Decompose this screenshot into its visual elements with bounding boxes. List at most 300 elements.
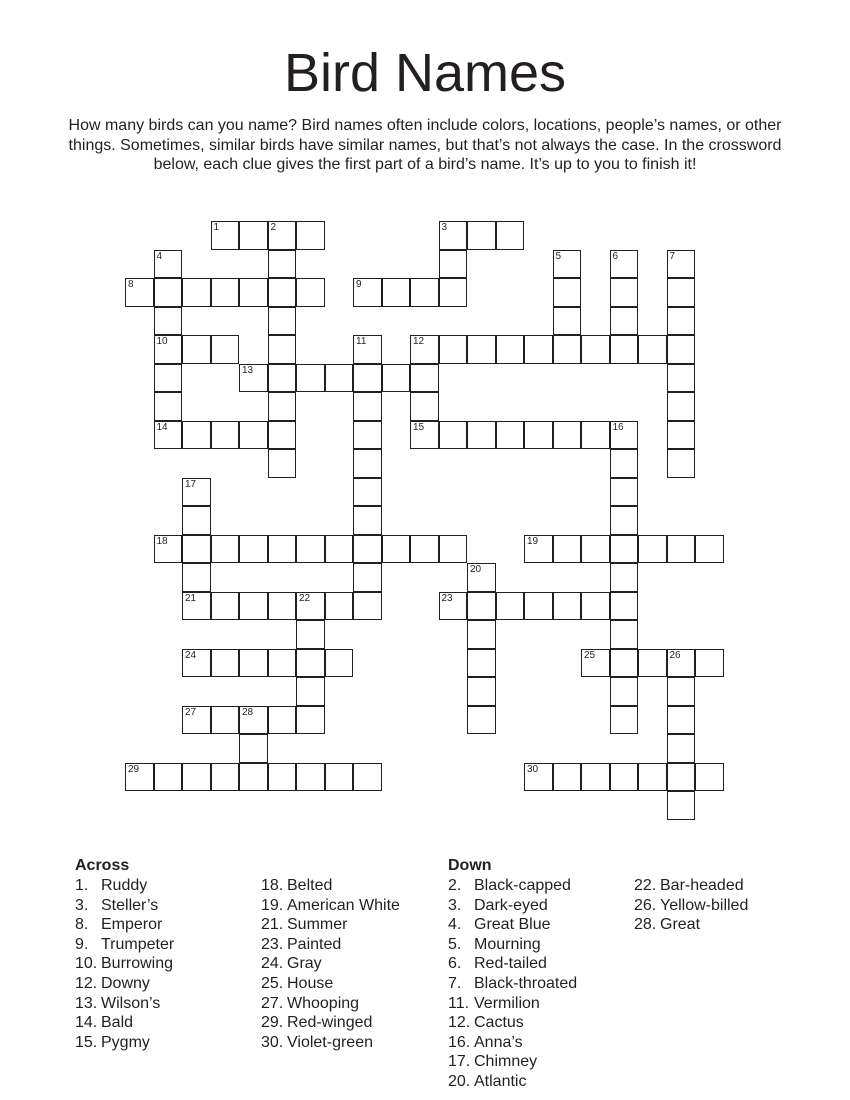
across-clues	[75, 856, 435, 1051]
grid-cell[interactable]	[467, 677, 496, 706]
clue-item-number: 9.	[75, 935, 89, 953]
grid-cell[interactable]	[496, 592, 525, 621]
clue-item	[261, 954, 322, 974]
clue-item	[261, 935, 341, 955]
grid-cell[interactable]	[382, 535, 411, 564]
grid-cell[interactable]	[439, 250, 468, 279]
clue-item	[634, 915, 700, 935]
clue-number: 4	[156, 250, 163, 262]
clue-item-text: Burrowing	[101, 955, 174, 973]
clue-item-number: 26.	[634, 896, 657, 914]
clue-item-number: 18.	[261, 877, 284, 894]
grid-cell[interactable]	[325, 592, 354, 621]
intro-paragraph: How many birds can you name? Bird names often include colors, locations, people’s names, or other things. Sometimes, similar birds have similar names, but that’s not always the case. In the crossword below, each clue gives the first part of a bird’s name. It’s up to you to finish it!	[68, 117, 782, 173]
clue-number: 27	[185, 706, 197, 718]
grid-cell[interactable]	[581, 335, 610, 364]
grid-cell[interactable]	[553, 278, 582, 307]
grid-cell[interactable]	[439, 335, 468, 364]
grid-cell[interactable]	[410, 278, 439, 307]
grid-cell[interactable]	[239, 592, 268, 621]
grid-cell[interactable]	[553, 763, 582, 792]
clue-number: 26	[669, 649, 681, 661]
grid-cell[interactable]	[467, 421, 496, 450]
grid-cell[interactable]	[524, 421, 553, 450]
clue-number: 24	[185, 649, 197, 661]
clue-number: 23	[441, 592, 453, 604]
grid-cell[interactable]	[667, 763, 696, 792]
clue-number: 10	[156, 336, 168, 347]
grid-cell[interactable]	[382, 364, 411, 393]
grid-cell[interactable]	[667, 364, 696, 393]
grid-cell[interactable]	[353, 763, 382, 792]
grid-cell[interactable]	[610, 706, 639, 735]
clue-number: 1	[213, 222, 220, 233]
grid-cell[interactable]	[439, 592, 468, 621]
grid-cell[interactable]	[410, 364, 439, 393]
grid-cell[interactable]	[353, 449, 382, 478]
grid-cell[interactable]	[610, 421, 639, 450]
clue-item-number: 3.	[75, 896, 89, 914]
clue-item-text: Black-throated	[474, 975, 578, 992]
grid-cell[interactable]	[296, 535, 325, 564]
grid-cell[interactable]	[638, 535, 667, 564]
grid-cell[interactable]	[353, 563, 382, 592]
grid-cell[interactable]	[439, 421, 468, 450]
clue-number: 3	[441, 222, 448, 233]
grid-cell[interactable]	[353, 392, 382, 421]
grid-cell[interactable]	[268, 763, 297, 792]
clue-item-number: 5.	[448, 935, 462, 953]
clue-item-number: 17.	[448, 1053, 471, 1071]
clue-item-number: 25.	[261, 975, 284, 992]
clue-number: 30	[527, 763, 539, 775]
grid-cell[interactable]	[667, 677, 696, 706]
clue-item	[75, 1013, 133, 1033]
clue-item-text: Mourning	[474, 935, 541, 953]
grid-cell[interactable]	[667, 706, 696, 735]
clue-item	[448, 954, 547, 974]
grid-cell[interactable]	[239, 535, 268, 564]
down-heading: Down	[448, 857, 492, 874]
grid-cell[interactable]	[268, 364, 297, 393]
clue-item	[75, 915, 162, 935]
clue-item-number: 12.	[448, 1014, 471, 1032]
grid-cell[interactable]	[410, 421, 439, 450]
grid-cell[interactable]	[410, 335, 439, 364]
grid-cell[interactable]	[667, 449, 696, 478]
clue-item-number: 4.	[448, 916, 462, 934]
grid-cell[interactable]	[353, 478, 382, 507]
clue-item-text: Emperor	[101, 916, 163, 934]
clue-number: 22	[299, 592, 311, 604]
grid-cell[interactable]	[154, 364, 183, 393]
across-heading: Across	[75, 857, 130, 874]
grid-cell[interactable]	[268, 307, 297, 336]
grid-cell[interactable]	[211, 706, 240, 735]
clue-item-number: 13.	[75, 994, 98, 1012]
grid-cell[interactable]	[353, 535, 382, 564]
grid-cell[interactable]	[553, 421, 582, 450]
clue-item-number: 20.	[448, 1073, 471, 1090]
clue-item	[448, 1072, 526, 1092]
grid-cell[interactable]	[325, 535, 354, 564]
clue-item-number: 19.	[261, 896, 284, 914]
clue-item-text: Wilson’s	[101, 994, 161, 1012]
clue-number: 20	[470, 564, 482, 575]
clue-item-text: Whooping	[287, 994, 360, 1012]
grid-cell[interactable]	[695, 535, 724, 564]
grid-cell[interactable]	[325, 763, 354, 792]
clue-item	[448, 876, 571, 896]
grid-cell[interactable]	[182, 592, 211, 621]
grid-cell[interactable]	[439, 221, 468, 250]
clue-item-text: Bald	[101, 1014, 134, 1032]
grid-cell[interactable]	[211, 649, 240, 678]
grid-cell[interactable]	[496, 335, 525, 364]
grid-cell[interactable]	[353, 592, 382, 621]
clue-item	[75, 876, 147, 896]
grid-cell[interactable]	[239, 421, 268, 450]
grid-cell[interactable]	[638, 649, 667, 678]
grid-cell[interactable]	[410, 535, 439, 564]
clue-number: 19	[527, 535, 539, 547]
grid-cell[interactable]	[268, 706, 297, 735]
grid-cell[interactable]	[610, 649, 639, 678]
clue-item-text: Yellow-billed	[660, 896, 749, 914]
clue-item-text: Chimney	[474, 1053, 538, 1071]
clue-item-number: 10.	[75, 955, 98, 973]
grid-cell[interactable]	[353, 421, 382, 450]
grid-cell[interactable]	[268, 392, 297, 421]
grid-cell[interactable]	[553, 307, 582, 336]
clue-number: 8	[128, 279, 134, 290]
grid-cell[interactable]	[154, 421, 183, 450]
grid-cell[interactable]	[353, 506, 382, 535]
clue-item	[448, 994, 540, 1014]
clue-item	[261, 974, 333, 994]
clue-item	[261, 1013, 372, 1033]
grid-cell[interactable]	[610, 506, 639, 535]
grid-cell[interactable]	[638, 763, 667, 792]
grid-cell[interactable]	[695, 763, 724, 792]
clue-item-number: 24.	[261, 955, 284, 973]
clue-item-text: Trumpeter	[101, 935, 175, 953]
clue-item-text: Ruddy	[101, 877, 148, 894]
clue-item-text: Painted	[287, 935, 342, 953]
clue-item	[261, 876, 332, 896]
clue-item-text: Gray	[287, 955, 322, 973]
clue-number: 17	[185, 478, 197, 490]
clue-item-number: 23.	[261, 935, 284, 953]
grid-cell[interactable]	[581, 592, 610, 621]
clue-item-text: Downy	[101, 975, 150, 992]
grid-cell[interactable]	[182, 563, 211, 592]
grid-cell[interactable]	[610, 449, 639, 478]
clue-number: 6	[612, 250, 619, 262]
grid-cell[interactable]	[239, 734, 268, 763]
clue-item-number: 2.	[448, 877, 462, 894]
grid-cell[interactable]	[524, 763, 553, 792]
grid-cell[interactable]	[667, 535, 696, 564]
clue-item	[448, 896, 548, 916]
grid-cell[interactable]	[581, 535, 610, 564]
grid-cell[interactable]	[182, 649, 211, 678]
clue-item-text: Bar-headed	[660, 877, 744, 894]
grid-cell[interactable]	[610, 335, 639, 364]
clue-number: 25	[584, 649, 596, 661]
clue-item-text: House	[287, 975, 334, 992]
grid-cell[interactable]	[325, 649, 354, 678]
clue-item-text: Dark-eyed	[474, 896, 548, 914]
grid-cell[interactable]	[353, 335, 382, 364]
clue-item-text: Great	[660, 916, 701, 934]
grid-cell[interactable]	[553, 535, 582, 564]
clue-item-number: 1.	[75, 877, 89, 894]
clue-item-number: 12.	[75, 975, 98, 992]
grid-cell[interactable]	[667, 307, 696, 336]
clue-number: 21	[185, 592, 197, 604]
grid-cell[interactable]	[610, 620, 639, 649]
clue-item-text: Great Blue	[474, 916, 551, 934]
grid-cell[interactable]	[239, 221, 268, 250]
clue-item	[448, 1033, 523, 1053]
grid-cell[interactable]	[296, 763, 325, 792]
clue-item	[75, 1033, 150, 1053]
clue-item-number: 15.	[75, 1033, 98, 1051]
clue-item-text: Belted	[287, 877, 333, 894]
clue-number: 14	[156, 421, 168, 433]
clue-item-text: Anna’s	[474, 1033, 523, 1051]
grid-cell[interactable]	[268, 335, 297, 364]
clue-item	[261, 915, 347, 935]
grid-cell[interactable]	[467, 563, 496, 592]
grid-cell[interactable]	[610, 763, 639, 792]
clue-item-text: Cactus	[474, 1014, 524, 1032]
grid-cell[interactable]	[667, 791, 696, 820]
grid-cell[interactable]	[239, 706, 268, 735]
clue-item	[75, 974, 150, 994]
grid-cell[interactable]	[382, 278, 411, 307]
grid-cell[interactable]	[268, 592, 297, 621]
grid-cell[interactable]	[296, 649, 325, 678]
clue-item-number: 3.	[448, 896, 462, 914]
clue-item	[634, 896, 748, 916]
clue-item-number: 14.	[75, 1014, 98, 1032]
grid-cell[interactable]	[667, 250, 696, 279]
grid-cell[interactable]	[268, 250, 297, 279]
grid-cell[interactable]	[353, 364, 382, 393]
clue-item	[634, 876, 744, 896]
clue-number: 15	[413, 421, 425, 433]
grid-cell[interactable]	[581, 421, 610, 450]
clue-item-text: Red-tailed	[474, 955, 547, 973]
grid-cell[interactable]	[581, 649, 610, 678]
clue-item-number: 30.	[261, 1033, 284, 1051]
grid-cell[interactable]	[182, 506, 211, 535]
grid-cell[interactable]	[467, 649, 496, 678]
grid-cell[interactable]	[154, 535, 183, 564]
clue-item-text: Atlantic	[474, 1073, 527, 1090]
clue-number: 12	[413, 336, 425, 347]
grid-cell[interactable]	[125, 763, 154, 792]
grid-cell[interactable]	[182, 421, 211, 450]
grid-cell[interactable]	[182, 278, 211, 307]
grid-cell[interactable]	[610, 250, 639, 279]
grid-cell[interactable]	[667, 734, 696, 763]
clue-number: 9	[356, 279, 362, 290]
grid-cell[interactable]	[638, 335, 667, 364]
clue-item-number: 11.	[448, 994, 470, 1012]
grid-cell[interactable]	[610, 592, 639, 621]
clue-item-number: 27.	[261, 994, 284, 1012]
clue-item	[448, 915, 550, 935]
clue-item-text: Vermilion	[474, 994, 540, 1012]
grid-cell[interactable]	[439, 535, 468, 564]
grid-cell[interactable]	[296, 278, 325, 307]
clue-item-number: 22.	[634, 877, 657, 894]
grid-cell[interactable]	[325, 364, 354, 393]
grid-cell[interactable]	[467, 620, 496, 649]
grid-cell[interactable]	[667, 335, 696, 364]
grid-cell[interactable]	[154, 763, 183, 792]
clue-item-number: 16.	[448, 1033, 471, 1051]
grid-cell[interactable]	[296, 592, 325, 621]
clue-number: 5	[555, 250, 562, 262]
grid-cell[interactable]	[182, 478, 211, 507]
clue-item	[75, 896, 158, 916]
clue-number: 2	[270, 222, 277, 233]
clue-item	[261, 896, 400, 916]
clue-item-text: Red-winged	[287, 1014, 373, 1032]
grid-cell[interactable]	[610, 563, 639, 592]
clue-item	[261, 1033, 373, 1053]
grid-cell[interactable]	[182, 706, 211, 735]
grid-cell[interactable]	[296, 221, 325, 250]
grid-cell[interactable]	[467, 335, 496, 364]
clue-item-number: 7.	[448, 975, 462, 992]
grid-cell[interactable]	[524, 592, 553, 621]
grid-cell[interactable]	[211, 278, 240, 307]
grid-cell[interactable]	[410, 392, 439, 421]
grid-cell[interactable]	[581, 763, 610, 792]
grid-cell[interactable]	[154, 250, 183, 279]
grid-cell[interactable]	[182, 535, 211, 564]
grid-cell[interactable]	[125, 278, 154, 307]
clue-item	[261, 994, 359, 1014]
clue-item-text: American White	[287, 896, 400, 914]
grid-cell[interactable]	[182, 335, 211, 364]
grid-cell[interactable]	[211, 421, 240, 450]
clue-item	[75, 994, 160, 1014]
grid-cell[interactable]	[296, 677, 325, 706]
clue-item-number: 28.	[634, 916, 657, 934]
grid-cell[interactable]	[211, 535, 240, 564]
grid-cell[interactable]	[667, 421, 696, 450]
grid-cell[interactable]	[239, 649, 268, 678]
clue-item	[448, 1013, 524, 1033]
grid-cell[interactable]	[296, 620, 325, 649]
grid-cell[interactable]	[296, 706, 325, 735]
clue-item-text: Summer	[287, 916, 348, 934]
grid-cell[interactable]	[667, 392, 696, 421]
clue-item-number: 8.	[75, 916, 89, 934]
grid-cell[interactable]	[467, 706, 496, 735]
clue-item-text: Black-capped	[474, 877, 571, 894]
clue-number: 29	[128, 763, 140, 775]
grid-cell[interactable]	[496, 221, 525, 250]
page-title: Bird Names	[283, 43, 567, 103]
grid-cell[interactable]	[268, 278, 297, 307]
grid-cell[interactable]	[667, 649, 696, 678]
grid-cell[interactable]	[154, 392, 183, 421]
clue-item	[448, 974, 577, 994]
clue-item	[75, 935, 174, 955]
grid-cell[interactable]	[610, 307, 639, 336]
grid-cell[interactable]	[154, 335, 183, 364]
grid-cell[interactable]	[154, 307, 183, 336]
grid-cell[interactable]	[296, 364, 325, 393]
grid-cell[interactable]	[610, 535, 639, 564]
grid-cell[interactable]	[239, 278, 268, 307]
grid-cell[interactable]	[496, 421, 525, 450]
grid-cell[interactable]	[695, 649, 724, 678]
clue-number: 7	[669, 250, 676, 262]
clue-number: 18	[156, 535, 168, 547]
grid-cell[interactable]	[268, 449, 297, 478]
grid-cell[interactable]	[211, 335, 240, 364]
clue-number: 28	[242, 706, 254, 718]
grid-cell[interactable]	[610, 278, 639, 307]
clue-number: 11	[356, 336, 367, 347]
grid-cell[interactable]	[154, 278, 183, 307]
grid-cell[interactable]	[553, 592, 582, 621]
grid-cell[interactable]	[439, 278, 468, 307]
grid-cell[interactable]	[610, 478, 639, 507]
grid-cell[interactable]	[268, 649, 297, 678]
grid-cell[interactable]	[268, 421, 297, 450]
clue-item-number: 6.	[448, 955, 462, 973]
grid-cell[interactable]	[553, 335, 582, 364]
clue-item	[75, 954, 173, 974]
grid-cell[interactable]	[467, 221, 496, 250]
grid-cell[interactable]	[467, 592, 496, 621]
clue-number: 16	[612, 421, 624, 433]
clue-item	[448, 1052, 537, 1072]
grid-cell[interactable]	[667, 278, 696, 307]
grid-cell[interactable]	[211, 221, 240, 250]
grid-cell[interactable]	[610, 677, 639, 706]
down-clues	[448, 856, 808, 1090]
grid-cell[interactable]	[268, 221, 297, 250]
clue-number: 13	[242, 364, 254, 376]
grid-cell[interactable]	[211, 763, 240, 792]
grid-cell[interactable]	[268, 535, 297, 564]
grid-cell[interactable]	[239, 763, 268, 792]
grid-cell[interactable]	[182, 763, 211, 792]
clue-item-number: 21.	[261, 916, 284, 934]
grid-cell[interactable]	[353, 278, 382, 307]
grid-cell[interactable]	[524, 535, 553, 564]
grid-cell[interactable]	[553, 250, 582, 279]
clue-item-text: Steller’s	[101, 896, 159, 914]
grid-cell[interactable]	[211, 592, 240, 621]
clue-item-text: Pygmy	[101, 1033, 150, 1051]
grid-cell[interactable]	[239, 364, 268, 393]
clue-item-text: Violet-green	[287, 1033, 373, 1051]
clue-item-number: 29.	[261, 1014, 284, 1032]
grid-cell[interactable]	[524, 335, 553, 364]
clue-item	[448, 935, 541, 955]
